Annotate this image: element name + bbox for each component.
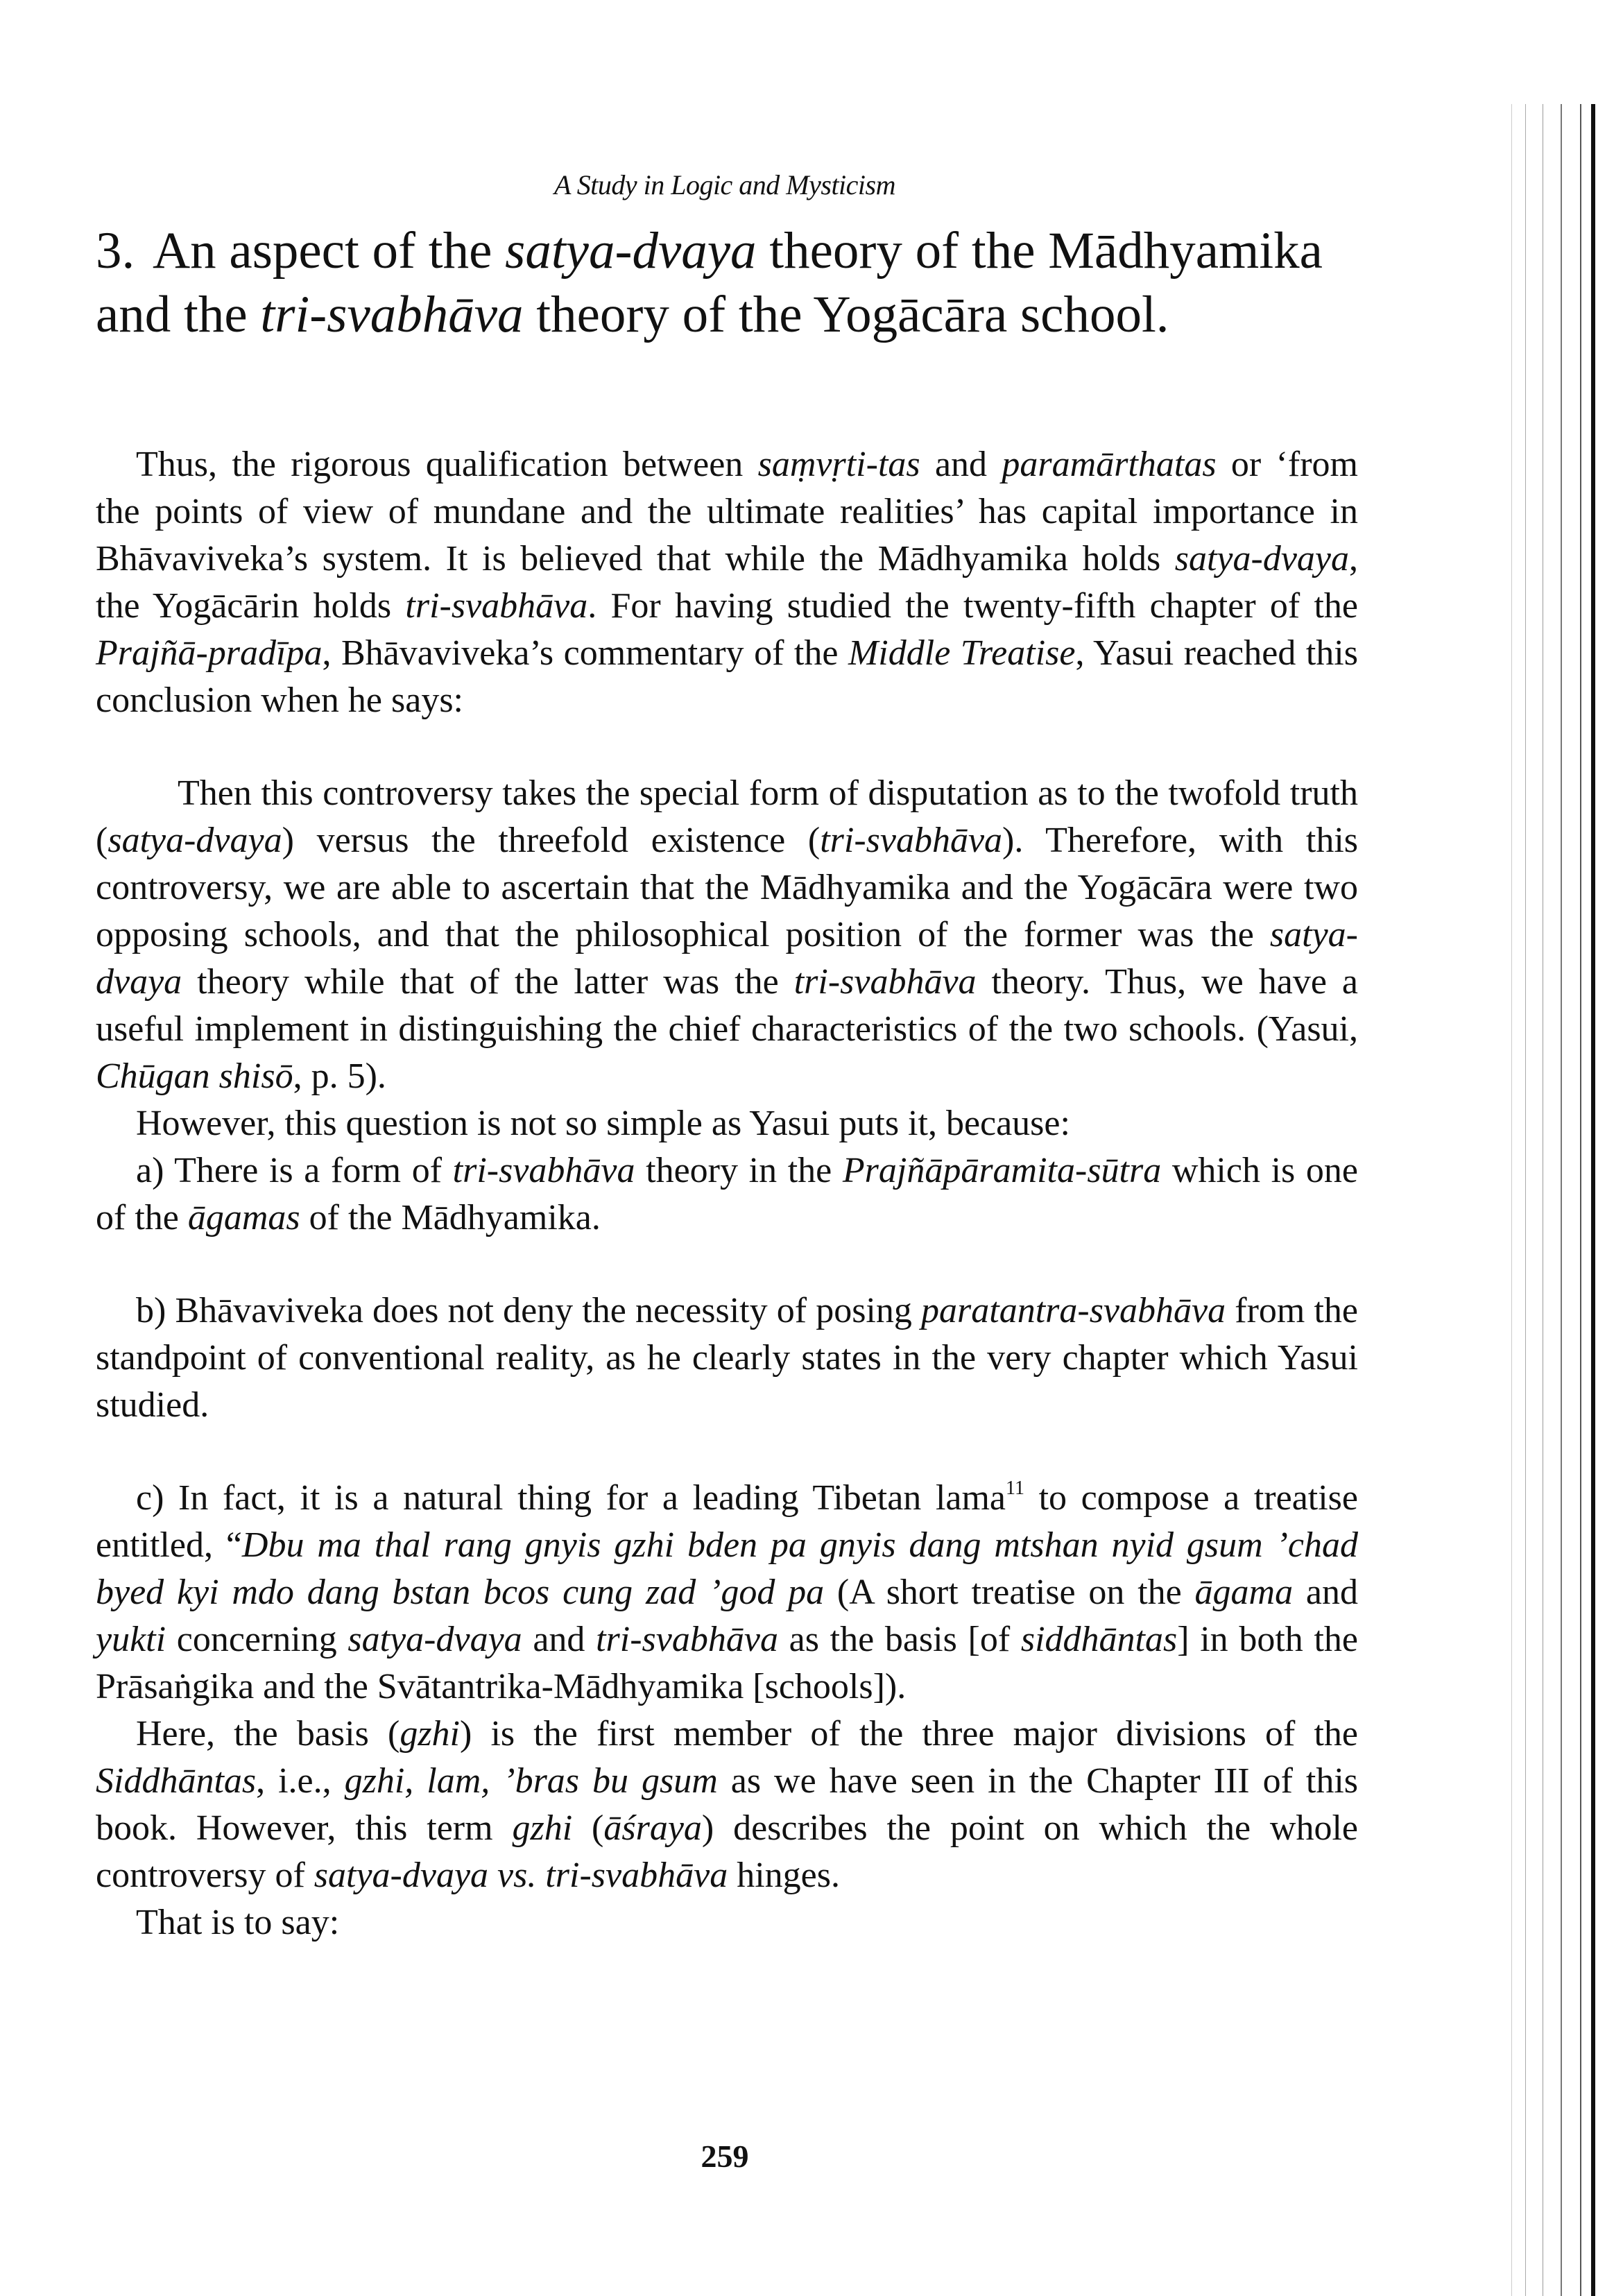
text-run: and — [522, 1620, 596, 1659]
text-run: ). Therefore, with this controversy, we are able to ascertain that the Mādhyamika and the Yogācāra were two opposing schools, and that the philosophical position of the former was the — [96, 821, 1358, 954]
italic-term: āśraya — [603, 1808, 702, 1848]
text-run: ) is the first member of the three major divisions of the — [460, 1714, 1358, 1754]
section-title — [96, 222, 1323, 343]
section-number: 3. — [96, 222, 135, 280]
spacer — [96, 724, 1358, 770]
italic-term: gzhi, lam, ’bras bu gsum — [344, 1761, 718, 1801]
text-run: Here, the basis ( — [136, 1714, 400, 1754]
italic-term: yukti — [96, 1620, 166, 1659]
text-run: An aspect of the — [153, 222, 506, 280]
list-item-a — [96, 1147, 1358, 1242]
italic-term: siddhāntas — [1020, 1620, 1178, 1659]
text-run: ) describes the point on which the whole controversy of — [96, 1808, 1358, 1895]
text-run: as the basis [of — [778, 1620, 1021, 1659]
footnote-marker: 11 — [1006, 1477, 1024, 1499]
text-run: and — [920, 445, 1002, 484]
text-run: a) There is a form of — [136, 1151, 453, 1190]
italic-term: satya-dvaya — [108, 821, 282, 860]
running-head: A Study in Logic and Mysticism — [554, 169, 895, 200]
list-item-b — [96, 1287, 1358, 1429]
section-heading — [96, 219, 1400, 347]
text-run: , Yasui reached this conclusion when he says: — [96, 633, 1358, 720]
paragraph-that-is-to-say — [96, 1899, 1358, 1946]
italic-term: Middle Treatise — [848, 633, 1076, 673]
paragraph-basis-gzhi — [96, 1711, 1358, 1899]
text-run: Then this controversy takes the special form of disputation as to the twofold truth ( — [96, 773, 1358, 860]
text-run: Thus, the rigorous qualification between — [136, 445, 758, 484]
text-run: which is one of the — [96, 1151, 1358, 1237]
text-run: and — [1293, 1573, 1358, 1612]
text-run: ) versus the threefold existence ( — [282, 821, 821, 860]
italic-term: tri-svabhāva — [793, 962, 977, 1002]
list-item-c — [96, 1475, 1358, 1711]
italic-term: āgama — [1194, 1573, 1294, 1612]
italic-term: satya-dvaya vs. tri-svabhāva — [314, 1856, 728, 1895]
italic-term: tri-svabhāva — [260, 286, 524, 343]
italic-term: Prajñāpāramita-sūtra — [842, 1151, 1162, 1190]
text-run: However, this question is not so simple as Yasui puts it, because: — [136, 1104, 1070, 1143]
text-run: theory. Thus, we have a useful implement in distinguishing the chief characteristics of the two schools. (Yasui, — [96, 962, 1358, 1049]
block-quote-yasui — [96, 770, 1358, 1100]
text-run: to compose a treatise entitled, “ — [96, 1478, 1358, 1565]
text-run: , the Yogācārin holds — [96, 539, 1358, 626]
italic-term: āgamas — [187, 1198, 300, 1237]
text-run: . For having studied the twenty-fifth chapter of the — [587, 586, 1358, 626]
spacer — [96, 1242, 1358, 1287]
italic-term: satya-dvaya — [96, 915, 1358, 1002]
text-run: concerning — [166, 1620, 348, 1659]
text-run: or ‘from the points of view of mundane and the ultimate realities’ has capital importance in Bhāvaviveka’s system. It is believed that while the Mādhyamika holds — [96, 445, 1358, 579]
italic-term: Prajñā-pradīpa — [96, 633, 323, 673]
text-run: theory of the Yogācāra school. — [523, 286, 1169, 343]
italic-term: satya-dvaya — [505, 222, 757, 280]
italic-term: paramārthatas — [1002, 445, 1217, 484]
italic-term: Dbu ma thal rang gnyis gzhi bden pa gnyis dang mtshan nyid gsum ’chad byed kyi mdo dang bstan bcos cung zad ’god pa — [96, 1525, 1358, 1612]
text-run: theory while that of the latter was the — [182, 962, 794, 1002]
italic-term: satya-dvaya — [1174, 539, 1349, 579]
text-run: , p. 5). — [293, 1056, 386, 1096]
text-run: , Bhāvaviveka’s commentary of the — [322, 633, 848, 673]
italic-term: gzhi — [400, 1714, 460, 1754]
paragraph-however — [96, 1100, 1358, 1147]
italic-term: satya-dvaya — [347, 1620, 522, 1659]
italic-term: tri-svabhāva — [820, 821, 1003, 860]
text-run: as we have seen in the Chapter III of this book. However, this term — [96, 1761, 1359, 1848]
italic-term: tri-svabhāva — [405, 586, 588, 626]
text-run: ( — [572, 1808, 604, 1848]
text-run: , i.e., — [256, 1761, 345, 1801]
italic-term: paratantra-svabhāva — [921, 1291, 1226, 1330]
text-run: c) In fact, it is a natural thing for a leading Tibetan lama — [136, 1478, 1006, 1518]
italic-term: tri-svabhāva — [596, 1620, 778, 1659]
text-run: (A short treatise on the — [824, 1573, 1195, 1612]
text-run: from the standpoint of conventional reality, as he clearly states in the very chapter which Yasui studied. — [96, 1291, 1358, 1425]
italic-term: gzhi — [512, 1808, 573, 1848]
italic-term: saṃvṛti-tas — [757, 445, 920, 484]
italic-term: tri-svabhāva — [452, 1151, 635, 1190]
text-run: ] in both the Prāsaṅgika and the Svātantrika-Mādhyamika [schools]). — [96, 1620, 1358, 1706]
body-text — [96, 441, 1358, 1946]
page-number: 259 — [701, 2139, 749, 2174]
text-run: That is to say: — [136, 1903, 340, 1942]
italic-term: Chūgan shisō — [96, 1056, 293, 1096]
text-run: of the Mādhyamika. — [300, 1198, 601, 1237]
text-run: theory of the Mādhyamika and the — [96, 222, 1323, 343]
text-run: theory in the — [635, 1151, 843, 1190]
text-run: hinges. — [728, 1856, 840, 1895]
scanned-page-edge — [1484, 104, 1623, 2296]
italic-term: Siddhāntas — [96, 1761, 257, 1801]
spacer — [96, 1429, 1358, 1475]
paragraph-intro — [96, 441, 1358, 724]
text-run: b) Bhāvaviveka does not deny the necessity of posing — [136, 1291, 922, 1330]
